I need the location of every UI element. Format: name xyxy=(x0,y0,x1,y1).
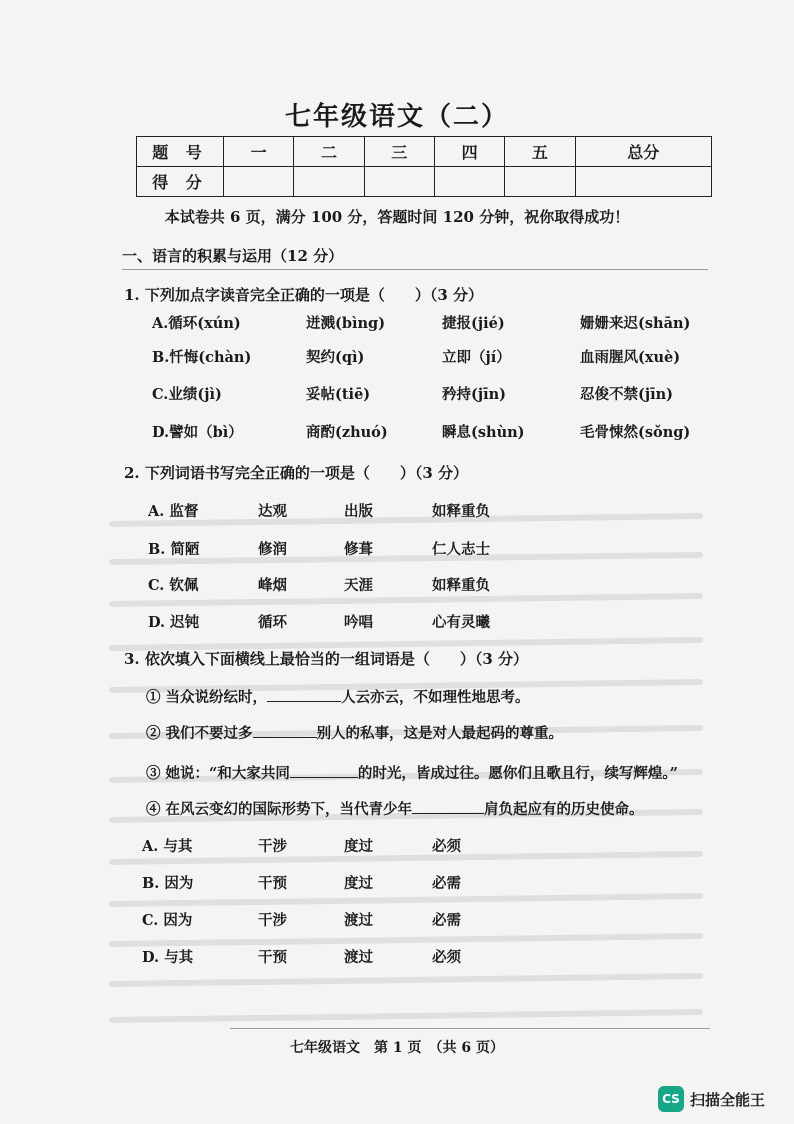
question-1-stem: 1. 下列加点字读音完全正确的一项是（ ）（3 分） xyxy=(124,286,484,304)
q2-option: 如释重负 xyxy=(432,503,490,520)
q3-option: 必需 xyxy=(432,875,461,892)
q1-option: 商酌(zhuó) xyxy=(306,424,388,441)
q2-option: B. 简陋 xyxy=(148,541,200,558)
q2-option: 仁人志士 xyxy=(432,541,490,558)
q3-sentence-text: ② 我们不要过多 xyxy=(146,725,253,742)
q2-option: 峰烟 xyxy=(258,577,287,594)
q3-sentence-text: 的时光，皆成过往。愿你们且歌且行，续写辉煌。” xyxy=(357,765,678,782)
q2-option: 循环 xyxy=(258,614,287,631)
q1-option: 血雨腥风(xuè) xyxy=(580,349,681,366)
score-cell: 四 xyxy=(434,137,504,167)
q3-option: 必须 xyxy=(432,838,461,855)
q1-option: D.譬如（bì） xyxy=(152,424,243,441)
score-input-cell[interactable] xyxy=(294,167,364,197)
q1-option: 妥帖(tiē) xyxy=(306,386,371,403)
score-input-cell[interactable] xyxy=(224,167,294,197)
q3-sentence-text: 肩负起应有的历史使命。 xyxy=(484,801,644,818)
section-heading: 一、语言的积累与运用（12 分） xyxy=(122,247,344,265)
q1-option: 矜持(jīn) xyxy=(442,386,507,403)
q2-option: 出版 xyxy=(344,503,373,520)
score-cell: 三 xyxy=(364,137,434,167)
q2-option: D. 迟钝 xyxy=(148,614,200,631)
exam-note: 本试卷共 6 页，满分 100 分，答题时间 120 分钟，祝你取得成功！ xyxy=(164,208,630,226)
q3-option: 渡过 xyxy=(344,912,373,929)
scanner-app-name: 扫描全能王 xyxy=(690,1090,766,1109)
score-table xyxy=(136,136,712,197)
q3-option: C. 因为 xyxy=(142,912,193,929)
q2-option: 如释重负 xyxy=(432,577,490,594)
score-input-cell[interactable] xyxy=(434,167,504,197)
q2-option: 吟唱 xyxy=(344,614,373,631)
q3-sentence-text: ④ 在风云变幻的国际形势下，当代青少年 xyxy=(146,801,413,818)
q3-option: 度过 xyxy=(344,838,373,855)
q2-option: 修润 xyxy=(258,541,287,558)
q3-option: 必须 xyxy=(432,949,461,966)
q3-sentence-text: ③ 她说：“和大家共同 xyxy=(146,765,290,782)
q3-option: 干预 xyxy=(258,949,287,966)
divider xyxy=(122,269,708,270)
q3-sentence-text: 别人的私事，这是对人最起码的尊重。 xyxy=(316,725,564,742)
score-cell: 五 xyxy=(505,137,575,167)
page-footer: 七年级语文 第 1 页 （共 6 页） xyxy=(290,1040,504,1056)
fill-blank[interactable] xyxy=(412,799,484,814)
q1-option: 毛骨悚然(sǒng) xyxy=(580,424,691,441)
q2-option: 心有灵曦 xyxy=(432,614,490,631)
score-input-cell[interactable] xyxy=(575,167,711,197)
q3-option: 度过 xyxy=(344,875,373,892)
q3-option: 渡过 xyxy=(344,949,373,966)
score-input-cell[interactable] xyxy=(505,167,575,197)
q3-sentence xyxy=(146,722,563,743)
q1-option: 捷报(jié) xyxy=(442,315,505,332)
q3-option: 干预 xyxy=(258,875,287,892)
q1-option: A.循环(xún) xyxy=(152,315,241,332)
q3-sentence-text: ① 当众说纷纭时， xyxy=(146,689,268,706)
q2-option: 天涯 xyxy=(344,577,373,594)
fill-blank[interactable] xyxy=(290,763,358,778)
q2-option: C. 钦佩 xyxy=(148,577,199,594)
q3-sentence xyxy=(146,686,530,707)
q2-option: A. 监督 xyxy=(148,503,199,520)
q3-sentence-text: 人云亦云，不如理性地思考。 xyxy=(341,689,530,706)
q1-option: 忍俊不禁(jīn) xyxy=(580,386,674,403)
question-2-stem: 2. 下列词语书写完全正确的一项是（ ）（3 分） xyxy=(124,464,469,482)
q3-option: 必需 xyxy=(432,912,461,929)
q1-option: 姗姗来迟(shān) xyxy=(580,315,691,332)
fill-blank[interactable] xyxy=(253,723,317,738)
q1-option: 立即（jí） xyxy=(442,349,511,366)
q3-option: B. 因为 xyxy=(142,875,194,892)
q3-option: 干涉 xyxy=(258,912,287,929)
footer-divider xyxy=(230,1028,710,1029)
score-cell: 总分 xyxy=(575,137,711,167)
q3-option: 干涉 xyxy=(258,838,287,855)
score-table-header-row xyxy=(137,137,712,167)
q1-option: 瞬息(shùn) xyxy=(442,424,525,441)
q3-option: D. 与其 xyxy=(142,949,194,966)
scanner-watermark xyxy=(658,1086,765,1112)
q1-option: 迸溅(bìng) xyxy=(306,315,386,332)
score-cell: 得 分 xyxy=(137,167,224,197)
score-cell: 二 xyxy=(294,137,364,167)
fill-blank[interactable] xyxy=(267,687,341,702)
q1-option: B.忏悔(chàn) xyxy=(152,349,252,366)
q3-option: A. 与其 xyxy=(142,838,193,855)
score-cell: 题 号 xyxy=(137,137,224,167)
q3-sentence xyxy=(146,798,644,819)
q1-option: 契约(qì) xyxy=(306,349,365,366)
score-input-cell[interactable] xyxy=(364,167,434,197)
q3-sentence xyxy=(146,762,678,783)
question-3-stem: 3. 依次填入下面横线上最恰当的一组词语是（ ）（3 分） xyxy=(124,650,529,668)
score-cell: 一 xyxy=(224,137,294,167)
score-table-score-row xyxy=(137,167,712,197)
page-title: 七年级语文（二） xyxy=(284,102,509,132)
cs-logo-icon: CS xyxy=(658,1086,684,1112)
q2-option: 达观 xyxy=(258,503,287,520)
q1-option: C.业绩(jì) xyxy=(152,386,222,403)
q2-option: 修葺 xyxy=(344,541,373,558)
